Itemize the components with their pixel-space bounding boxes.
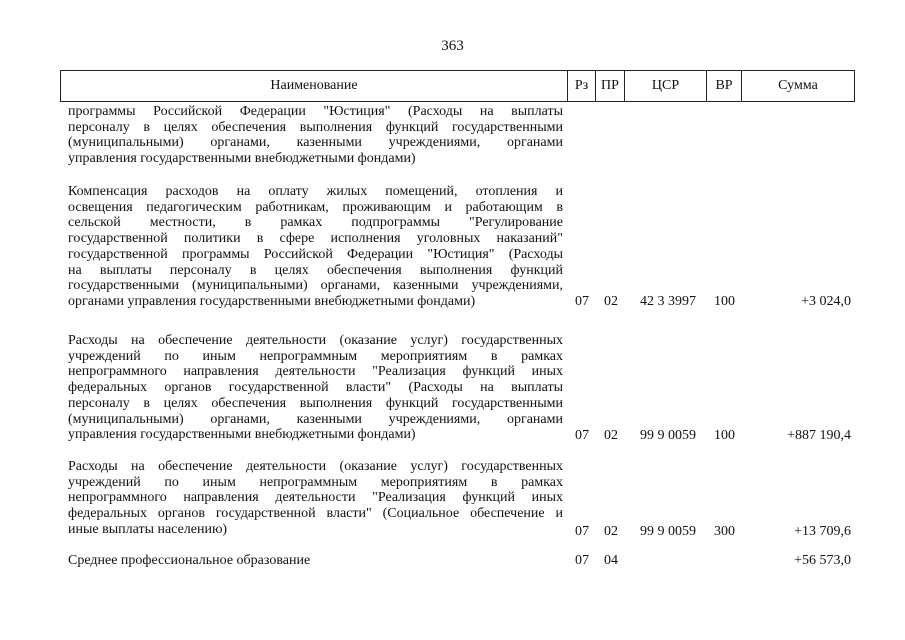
row-name-line: органами управления государственными внебюджетными фондами) [68,293,476,309]
table-header [60,70,855,102]
row-name [68,333,563,443]
row-name-line: Расходы на обеспечение деятельности (оказание услуг) государственных [68,333,563,348]
row-sum: +56 573,0 [794,553,851,568]
row-name-line: непрограммного направления деятельности "Реализация функций иных [68,490,563,506]
row-rz: 07 [575,553,589,568]
row-name-line: сельской местности, в рамках подпрограммы "Регулирование [68,215,563,231]
row-name-line: Среднее профессиональное образование [68,553,311,568]
header-name: Наименование [270,78,358,93]
row-name-line: непрограммного направления деятельности "Реализация функций иных [68,364,563,380]
row-name-line: государственной программы Российской Федерации "Юстиция" (Расходы [68,246,563,262]
page-number: 363 [441,38,464,54]
row-rz: 07 [575,524,589,539]
header-pr: ПР [595,71,624,101]
row-csr: 99 9 0059 [640,428,696,443]
row-sum: +3 024,0 [801,294,851,309]
row-name-line: Расходы на обеспечение деятельности (оказание услуг) государственных [68,459,563,474]
row-name-line: освещения педагогическим работникам, проживающим и работающим в [68,199,563,215]
row-pr: 02 [604,524,618,539]
row-csr: 99 9 0059 [640,524,696,539]
row-name-line: (муниципальными) органами, казенными учреждениями, органами [68,135,563,151]
row-rz: 07 [575,294,589,309]
row-name-line: управления государственными внебюджетными фондами) [68,427,416,443]
row-name-line: учреждений по иным непрограммным мероприятиям в рамках [68,474,563,490]
header-vr: ВР [706,71,741,101]
row-sum: +887 190,4 [787,428,851,443]
row-name-line: федеральных органов государственной власти" (Расходы на выплаты [68,380,563,396]
row-vr: 100 [714,294,735,309]
row-csr: 42 3 3997 [640,294,696,309]
row-sum: +13 709,6 [794,524,851,539]
row-name-line: программы Российской Федерации "Юстиция" (Расходы на выплаты [68,104,563,119]
row-pr: 04 [604,553,618,568]
row-name-line: персоналу в целях обеспечения выполнения функций государственными [68,119,563,135]
row-vr: 100 [714,428,735,443]
row-name-line: государственными (муниципальными) органами, казенными учреждениями, [68,278,563,294]
header-sum: Сумма [741,71,854,101]
row-name [68,553,563,569]
row-name-line: учреждений по иным непрограммным мероприятиям в рамках [68,348,563,364]
row-rz: 07 [575,428,589,443]
row-name [68,184,563,310]
header-csr: ЦСР [624,71,706,101]
header-rz: Рз [567,71,595,101]
row-name-line: персоналу в целях обеспечения выполнения функций государственными [68,395,563,411]
row-name-line: на выплаты персоналу в целях обеспечения выполнения функций [68,262,563,278]
row-pr: 02 [604,428,618,443]
row-name-line: Компенсация расходов на оплату жилых помещений, отопления и [68,184,563,199]
row-name-line: (муниципальными) органами, казенными учреждениями, органами [68,411,563,427]
row-name-line: иные выплаты населению) [68,521,228,537]
row-vr: 300 [714,524,735,539]
row-name [68,459,563,538]
row-pr: 02 [604,294,618,309]
row-name-line: государственной политики в сфере исполнения уголовных наказаний" [68,231,563,247]
row-name [68,104,563,167]
row-name-line: федеральных органов государственной власти" (Социальное обеспечение и [68,506,563,522]
row-name-line: управления государственными внебюджетными фондами) [68,151,416,167]
